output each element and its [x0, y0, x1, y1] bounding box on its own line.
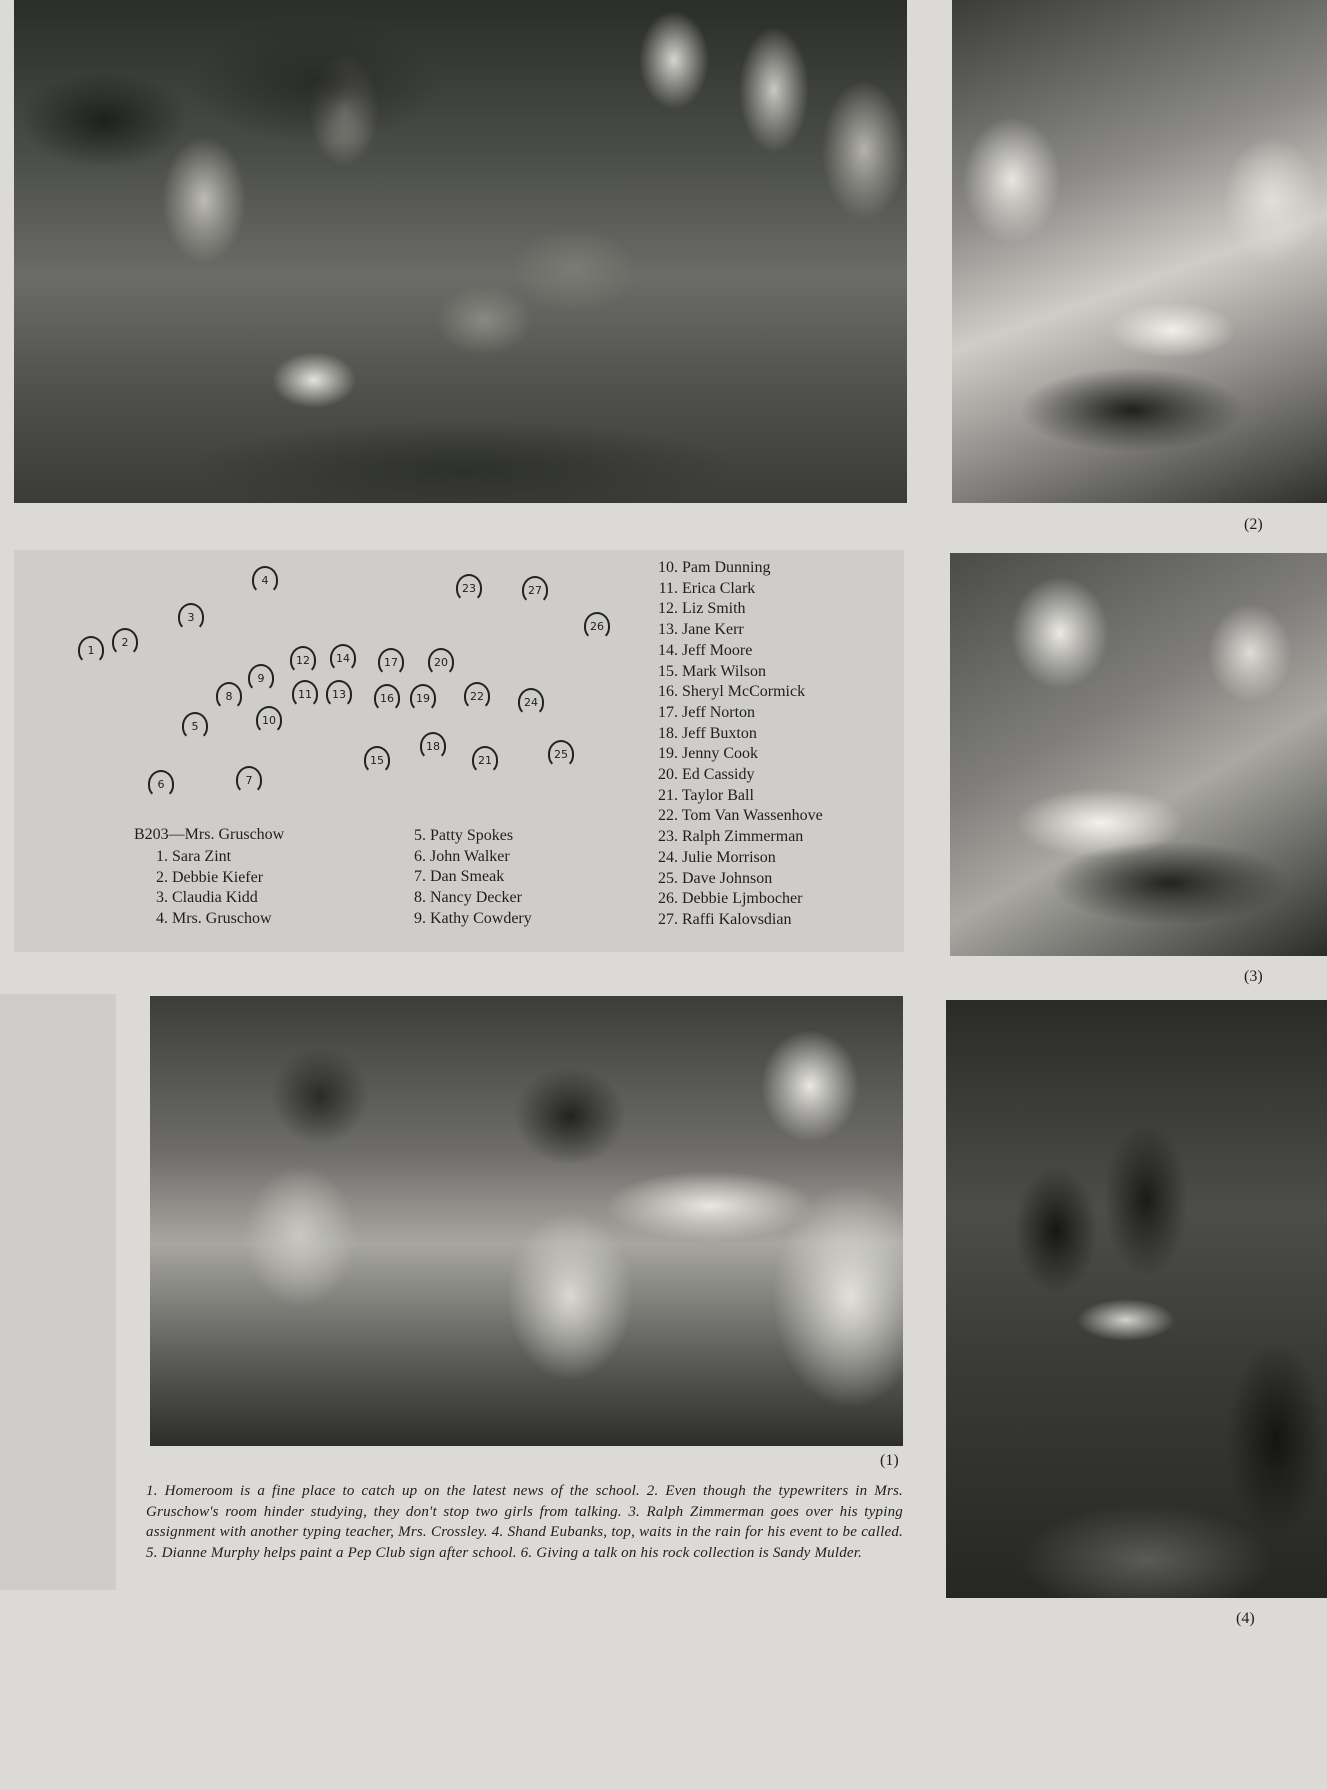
- name-entry: 19. Jenny Cook: [658, 745, 758, 763]
- name-entry: 23. Ralph Zimmerman: [658, 828, 804, 846]
- photo-2-typing-room: [952, 0, 1327, 503]
- seat-18: 18: [420, 732, 446, 760]
- seat-2: 2: [112, 628, 138, 656]
- seat-20: 20: [428, 648, 454, 676]
- name-entry: 17. Jeff Norton: [658, 703, 756, 721]
- name-entry: 1. Sara Zint: [156, 848, 232, 865]
- name-entry: 16. Sheryl McCormick: [658, 683, 806, 701]
- seat-26: 26: [584, 612, 610, 640]
- name-entry: 27. Raffi Kalovsdian: [658, 910, 792, 928]
- name-entry: 5. Patty Spokes: [414, 827, 514, 844]
- seat-19: 19: [410, 684, 436, 712]
- name-entry: 6. John Walker: [414, 847, 510, 865]
- seat-9: 9: [248, 664, 274, 692]
- seat-27: 27: [522, 576, 548, 604]
- name-entry: 12. Liz Smith: [658, 600, 746, 618]
- seat-21: 21: [472, 746, 498, 774]
- name-entry: 26. Debbie Ljmbocher: [658, 890, 803, 908]
- photo-4-rain: [946, 1000, 1327, 1598]
- name-entry: 10. Pam Dunning: [658, 559, 771, 576]
- seat-17: 17: [378, 648, 404, 676]
- name-entry: 9. Kathy Cowdery: [414, 909, 532, 927]
- photo-number-4: (4): [1236, 1610, 1255, 1627]
- name-entry: 4. Mrs. Gruschow: [156, 910, 272, 928]
- group-photo-homeroom-b203: [14, 0, 907, 503]
- seat-11: 11: [292, 680, 318, 708]
- seat-14: 14: [330, 644, 356, 672]
- photo-captions: 1. Homeroom is a fine place to catch up on the latest news of the school. 2. Even though the typewriters in Mrs. Gruschow's room hinder studying, they don't stop two girls from talking. 3. Ralph Zimmerman goes over his typing assignment with another typing teacher, Mrs. Crossley. 4. Shand Eubanks, top, waits in the rain for his event to be called. 5. Dianne Murphy helps paint a Pep Club sign after school. 6. Giving a talk on his rock collection is Sandy Mulder.: [146, 1483, 903, 1561]
- seat-7: 7: [236, 766, 262, 794]
- names-column-3: [652, 558, 823, 931]
- seat-24: 24: [518, 688, 544, 716]
- seat-6: 6: [148, 770, 174, 798]
- name-entry: 3. Claudia Kidd: [156, 889, 258, 907]
- seat-1: 1: [78, 636, 104, 664]
- name-entry: 11. Erica Clark: [658, 579, 756, 597]
- name-entry: 13. Jane Kerr: [658, 621, 744, 639]
- name-entry: 14. Jeff Moore: [658, 641, 753, 659]
- name-entry: 2. Debbie Kiefer: [156, 868, 264, 886]
- seat-22: 22: [464, 682, 490, 710]
- seat-12: 12: [290, 646, 316, 674]
- name-entry: 8. Nancy Decker: [414, 889, 522, 907]
- photo-number-2: (2): [1244, 516, 1263, 533]
- name-entry: 22. Tom Van Wassenhove: [658, 807, 823, 825]
- room-label: B203—Mrs. Gruschow: [134, 826, 285, 843]
- name-entry: 24. Julie Morrison: [658, 848, 776, 866]
- photo-3-typing-teacher: [950, 553, 1327, 956]
- left-grey-panel: [0, 994, 116, 1590]
- name-entry: 7. Dan Smeak: [414, 868, 505, 886]
- name-entry: 15. Mark Wilson: [658, 662, 766, 680]
- name-entry: 21. Taylor Ball: [658, 786, 754, 804]
- name-entry: 18. Jeff Buxton: [658, 724, 757, 742]
- seat-25: 25: [548, 740, 574, 768]
- seat-15: 15: [364, 746, 390, 774]
- name-entry: 20. Ed Cassidy: [658, 766, 755, 784]
- seat-10: 10: [256, 706, 282, 734]
- photo-1-homeroom: [150, 996, 903, 1446]
- seat-13: 13: [326, 680, 352, 708]
- names-column-1: [150, 847, 272, 930]
- photo-number-1: (1): [880, 1452, 899, 1469]
- names-column-2: [412, 826, 532, 930]
- seat-8: 8: [216, 682, 242, 710]
- seat-3: 3: [178, 603, 204, 631]
- seat-16: 16: [374, 684, 400, 712]
- seat-23: 23: [456, 574, 482, 602]
- seat-4: 4: [252, 566, 278, 594]
- name-entry: 25. Dave Johnson: [658, 869, 773, 887]
- seat-5: 5: [182, 712, 208, 740]
- photo-number-3: (3): [1244, 968, 1263, 985]
